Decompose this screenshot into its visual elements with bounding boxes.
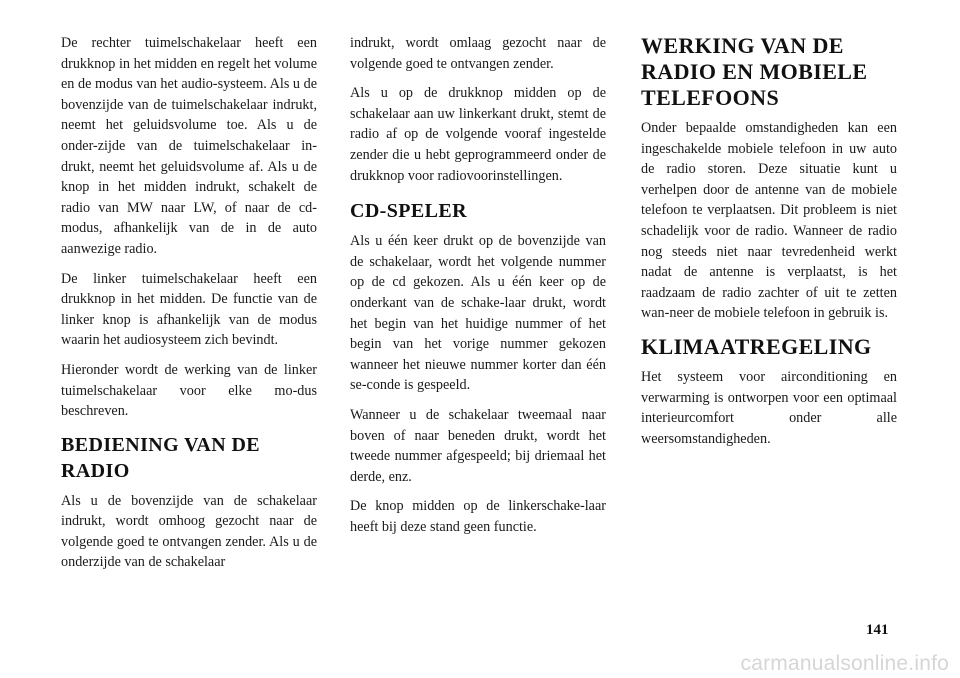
paragraph-preset-button: Als u op de drukknop midden op de schakelaar aan uw linkerkant drukt, stemt de radio af op de volgende vooraf ingestelde zender die u hebt geprogrammeerd onder de drukknop voor radiovoorinstellingen. bbox=[350, 85, 606, 184]
paragraph-cd-center-button: De knop midden op de linkerschake-laar heeft bij deze stand geen functie. bbox=[350, 498, 606, 535]
column-left bbox=[61, 33, 317, 582]
paragraph-right-rocker-switch: De rechter tuimelschakelaar heeft een drukknop in het midden en regelt het volume en de modus van het audio-systeem. Als u de bovenzijde van de tuimelschakelaar indrukt, neemt het geluidsvolume toe. Als u de onder-zijde van de tuimelschakelaar in-drukt, neemt het geluidsvolume af. Als u de knop in het midden indrukt, schakelt de radio van MW naar LW, of naar de cd-modus, afhankelijk van de in de auto aanwezige radio. bbox=[61, 35, 317, 257]
column-right bbox=[641, 33, 897, 458]
page-number: 141 bbox=[866, 622, 889, 638]
heading-radio-mobile-phones: WERKING VAN DE RADIO EN MOBIELE TELEFOONS bbox=[641, 33, 868, 110]
watermark-text: carmanualsonline.info bbox=[740, 652, 949, 675]
heading-radio-operation: BEDIENING VAN DE RADIO bbox=[61, 433, 261, 482]
paragraph-cd-track-select: Als u één keer drukt op de bovenzijde van de schakelaar, wordt het volgende nummer op de cd gekozen. Als u één keer op de onderkant van de schake-laar drukt, wordt het begin van het huidige nummer of het begin van het vorige nummer gekozen wanneer het nieuwe nummer korter dan één se-conde is gespeeld. bbox=[350, 233, 606, 394]
heading-climate-control: KLIMAATREGELING bbox=[641, 333, 872, 359]
paragraph-mobile-interference: Onder bepaalde omstandigheden kan een ingeschakelde mobiele telefoon in uw auto de radio storen. Deze situatie kunt u verhelpen door de antenne van de mobiele telefoon te verplaatsen. Dit probleem is niet schadelijk voor de radio. Wanneer de radio nog steeds niet naar tevredenheid werkt nadat de antenne is verplaatst, is het raadzaam de radio zachter of uit te zetten wan-neer de mobiele telefoon in gebruik is. bbox=[641, 120, 897, 322]
heading-cd-player: CD-SPELER bbox=[350, 200, 467, 223]
paragraph-radio-operation: Als u de bovenzijde van de schakelaar indrukt, wordt omhoog gezocht naar de volgende goed te ontvangen zender. Als u de onderzijde van de schakelaar bbox=[61, 492, 317, 571]
paragraph-left-rocker-switch: De linker tuimelschakelaar heeft een drukknop in het midden. De functie van de linker knop is afhankelijk van de modus waarin het audiosysteem zich bevindt. bbox=[61, 270, 317, 349]
paragraph-modes-intro: Hieronder wordt de werking van de linker tuimelschakelaar voor elke mo-dus beschreven. bbox=[61, 361, 317, 420]
paragraph-cd-multiple-press: Wanneer u de schakelaar tweemaal naar boven of naar beneden drukt, wordt het tweede nummer afgespeeld; bij driemaal het derde, enz. bbox=[350, 406, 606, 485]
column-middle bbox=[350, 33, 606, 546]
paragraph-climate-control: Het systeem voor airconditioning en verwarming is ontworpen voor een optimaal interieurcomfort onder alle weersomstandigheden. bbox=[641, 368, 897, 447]
paragraph-seek-down: indrukt, wordt omlaag gezocht naar de volgende goed te ontvangen zender. bbox=[350, 35, 606, 72]
